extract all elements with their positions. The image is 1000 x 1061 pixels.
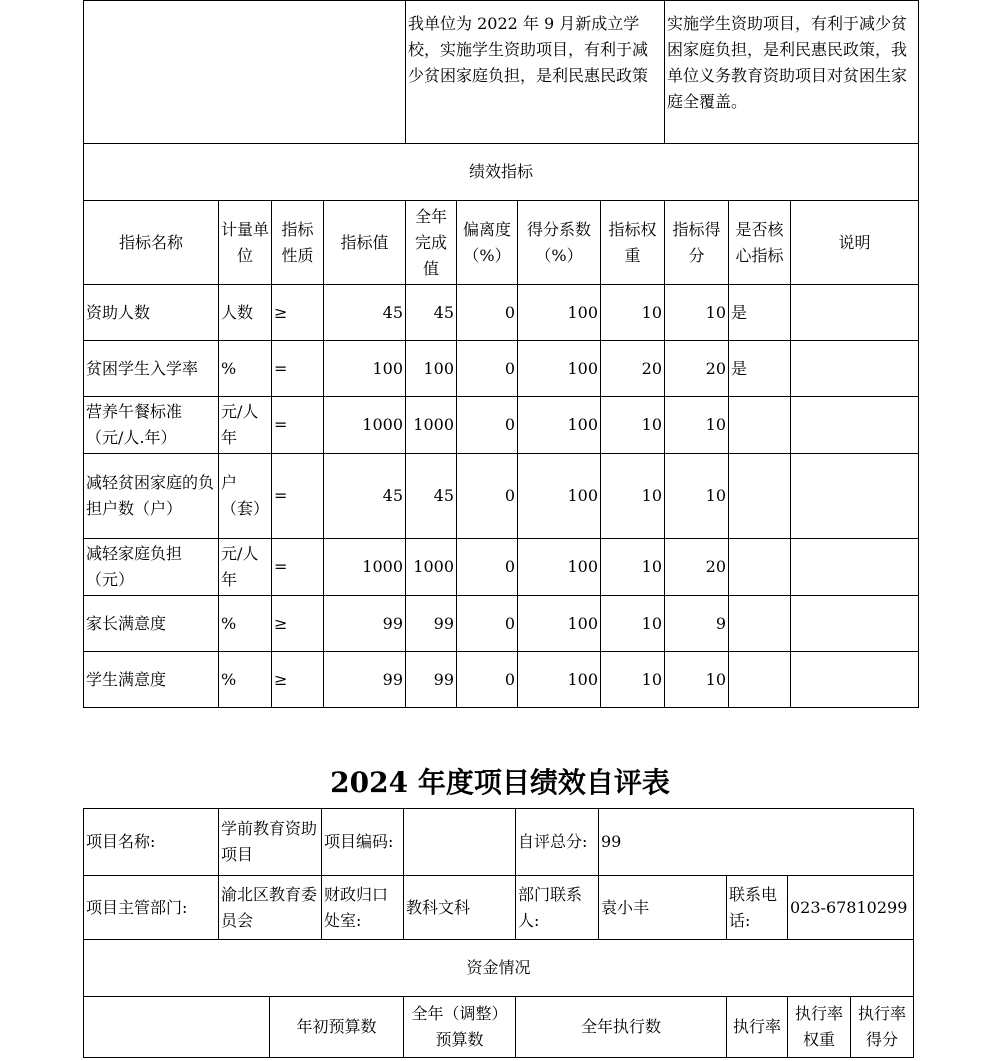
weight-value: 10: [601, 454, 665, 539]
weight-value: 20: [601, 341, 665, 397]
deviation-value: 0: [457, 397, 518, 454]
funds-section-title: 资金情况: [84, 940, 914, 997]
coefficient-value: 100: [518, 397, 601, 454]
table-row: [84, 397, 919, 454]
project-name-value: 学前教育资助项目: [219, 809, 322, 876]
unit-cell: 元/人年: [219, 397, 272, 454]
note-cell: [791, 285, 919, 341]
dept-label: 项目主管部门:: [84, 876, 219, 940]
nature-cell: =: [272, 454, 324, 539]
weight-value: 10: [601, 652, 665, 708]
contact-label: 部门联系人:: [516, 876, 599, 940]
indicator-name: 贫困学生入学率: [84, 341, 219, 397]
indicator-name: 减轻家庭负担（元）: [84, 539, 219, 596]
core-indicator-cell: [729, 539, 791, 596]
column-header: 指标值: [324, 201, 406, 285]
column-header: 指标权重: [601, 201, 665, 285]
note-cell: [791, 539, 919, 596]
column-header: 全年执行数: [516, 997, 727, 1058]
note-cell: [791, 596, 919, 652]
dept-value: 渝北区教育委员会: [219, 876, 322, 940]
deviation-value: 0: [457, 454, 518, 539]
target-value: 99: [324, 596, 406, 652]
phone-label: 联系电话:: [727, 876, 788, 940]
score-value: 10: [665, 454, 729, 539]
column-header: 执行率得分: [857, 1004, 906, 1049]
column-header: 全年（调整）预算数: [404, 997, 516, 1058]
target-value: 45: [324, 285, 406, 341]
unit-cell: 元/人年: [219, 539, 272, 596]
score-value: 20: [665, 539, 729, 596]
project-name-label: 项目名称:: [84, 809, 219, 876]
actual-value: 45: [406, 285, 457, 341]
project-code-label: 项目编码:: [322, 809, 404, 876]
deviation-value: 0: [457, 285, 518, 341]
score-value: 10: [665, 397, 729, 454]
target-value: 45: [324, 454, 406, 539]
column-header: 指标性质: [272, 201, 324, 285]
weight-value: 10: [601, 596, 665, 652]
note-cell: [791, 341, 919, 397]
nature-cell: ≥: [272, 285, 324, 341]
nature-cell: =: [272, 341, 324, 397]
column-header: 指标名称: [84, 201, 219, 285]
indicator-name: 资助人数: [84, 285, 219, 341]
completion-description-cell: 实施学生资助项目，有利于减少贫困家庭负担，是利民惠民政策，我单位义务教育资助项目对贫困生家庭全覆盖。: [665, 1, 919, 144]
unit-cell: %: [219, 652, 272, 708]
weight-value: 10: [601, 539, 665, 596]
finance-office-value: 教科文科: [404, 876, 516, 940]
column-header: 是否核心指标: [729, 201, 791, 285]
column-header: 偏离度（%）: [457, 201, 518, 285]
coefficient-value: 100: [518, 596, 601, 652]
table-row: [84, 144, 919, 201]
core-indicator-cell: [729, 397, 791, 454]
table-row: [84, 876, 914, 940]
actual-value: 45: [406, 454, 457, 539]
note-cell: [791, 397, 919, 454]
weight-value: 10: [601, 285, 665, 341]
column-header: 年初预算数: [270, 997, 404, 1058]
column-header: 计量单位: [219, 201, 272, 285]
actual-value: 1000: [406, 539, 457, 596]
note-cell: [791, 652, 919, 708]
table-row: [84, 940, 914, 997]
finance-office-label: 财政归口处室:: [322, 876, 404, 940]
deviation-value: 0: [457, 596, 518, 652]
performance-indicator-table: [83, 0, 919, 708]
deviation-value: 0: [457, 652, 518, 708]
actual-value: 1000: [406, 397, 457, 454]
actual-value: 99: [406, 652, 457, 708]
score-label: 自评总分:: [516, 809, 599, 876]
unit-cell: 户（套）: [219, 454, 272, 539]
header-row: [84, 201, 919, 285]
page-title: 2024 年度项目绩效自评表: [330, 766, 670, 799]
table-row: [84, 454, 919, 539]
note-cell: [791, 454, 919, 539]
project-self-evaluation-table: [83, 808, 914, 1058]
score-value: 20: [665, 341, 729, 397]
unit-cell: %: [219, 341, 272, 397]
nature-cell: ≥: [272, 596, 324, 652]
deviation-value: 0: [457, 539, 518, 596]
column-header: 说明: [791, 201, 919, 285]
unit-cell: 人数: [219, 285, 272, 341]
column-header: 执行率: [727, 997, 788, 1058]
core-indicator-cell: 是: [729, 285, 791, 341]
column-header: 得分系数（%）: [518, 201, 601, 285]
nature-cell: ≥: [272, 652, 324, 708]
coefficient-value: 100: [518, 652, 601, 708]
blank-cell: [84, 1, 406, 144]
table-row: [84, 652, 919, 708]
target-value: 1000: [324, 397, 406, 454]
indicator-name: 营养午餐标准（元/人.年）: [84, 397, 219, 454]
table-row: [84, 341, 919, 397]
score-value: 10: [665, 285, 729, 341]
nature-cell: =: [272, 397, 324, 454]
column-header: 指标得分: [665, 201, 729, 285]
header-row: [84, 997, 914, 1058]
table-row: [84, 539, 919, 596]
table-row: [84, 1, 919, 144]
column-header: 全年完成值: [406, 201, 457, 285]
table-row: [84, 596, 919, 652]
target-value: 1000: [324, 539, 406, 596]
indicator-name: 家长满意度: [84, 596, 219, 652]
core-indicator-cell: 是: [729, 341, 791, 397]
coefficient-value: 100: [518, 341, 601, 397]
goal-description-cell: 我单位为 2022 年 9 月新成立学校，实施学生资助项目，有利于减少贫困家庭负担，是利民惠民政策: [406, 1, 665, 144]
nature-cell: =: [272, 539, 324, 596]
coefficient-value: 100: [518, 454, 601, 539]
weight-value: 10: [601, 397, 665, 454]
deviation-value: 0: [457, 341, 518, 397]
score-value: 9: [665, 596, 729, 652]
core-indicator-cell: [729, 596, 791, 652]
section-title: 绩效指标: [84, 144, 919, 201]
coefficient-value: 100: [518, 285, 601, 341]
score-value: 10: [665, 652, 729, 708]
core-indicator-cell: [729, 454, 791, 539]
rate-header-group: [788, 997, 914, 1058]
table-row: [84, 285, 919, 341]
column-header: 执行率权重: [788, 997, 851, 1057]
indicator-name: 学生满意度: [84, 652, 219, 708]
score-value: 99: [599, 809, 914, 876]
contact-value: 袁小丰: [599, 876, 727, 940]
table-row: [84, 809, 914, 876]
actual-value: 100: [406, 341, 457, 397]
coefficient-value: 100: [518, 539, 601, 596]
target-value: 100: [324, 341, 406, 397]
project-code-value: [404, 809, 516, 876]
indicator-name: 减轻贫困家庭的负担户数（户）: [84, 454, 219, 539]
unit-cell: %: [219, 596, 272, 652]
phone-value: 023-67810299: [788, 876, 914, 940]
actual-value: 99: [406, 596, 457, 652]
column-header: [84, 997, 270, 1058]
target-value: 99: [324, 652, 406, 708]
core-indicator-cell: [729, 652, 791, 708]
